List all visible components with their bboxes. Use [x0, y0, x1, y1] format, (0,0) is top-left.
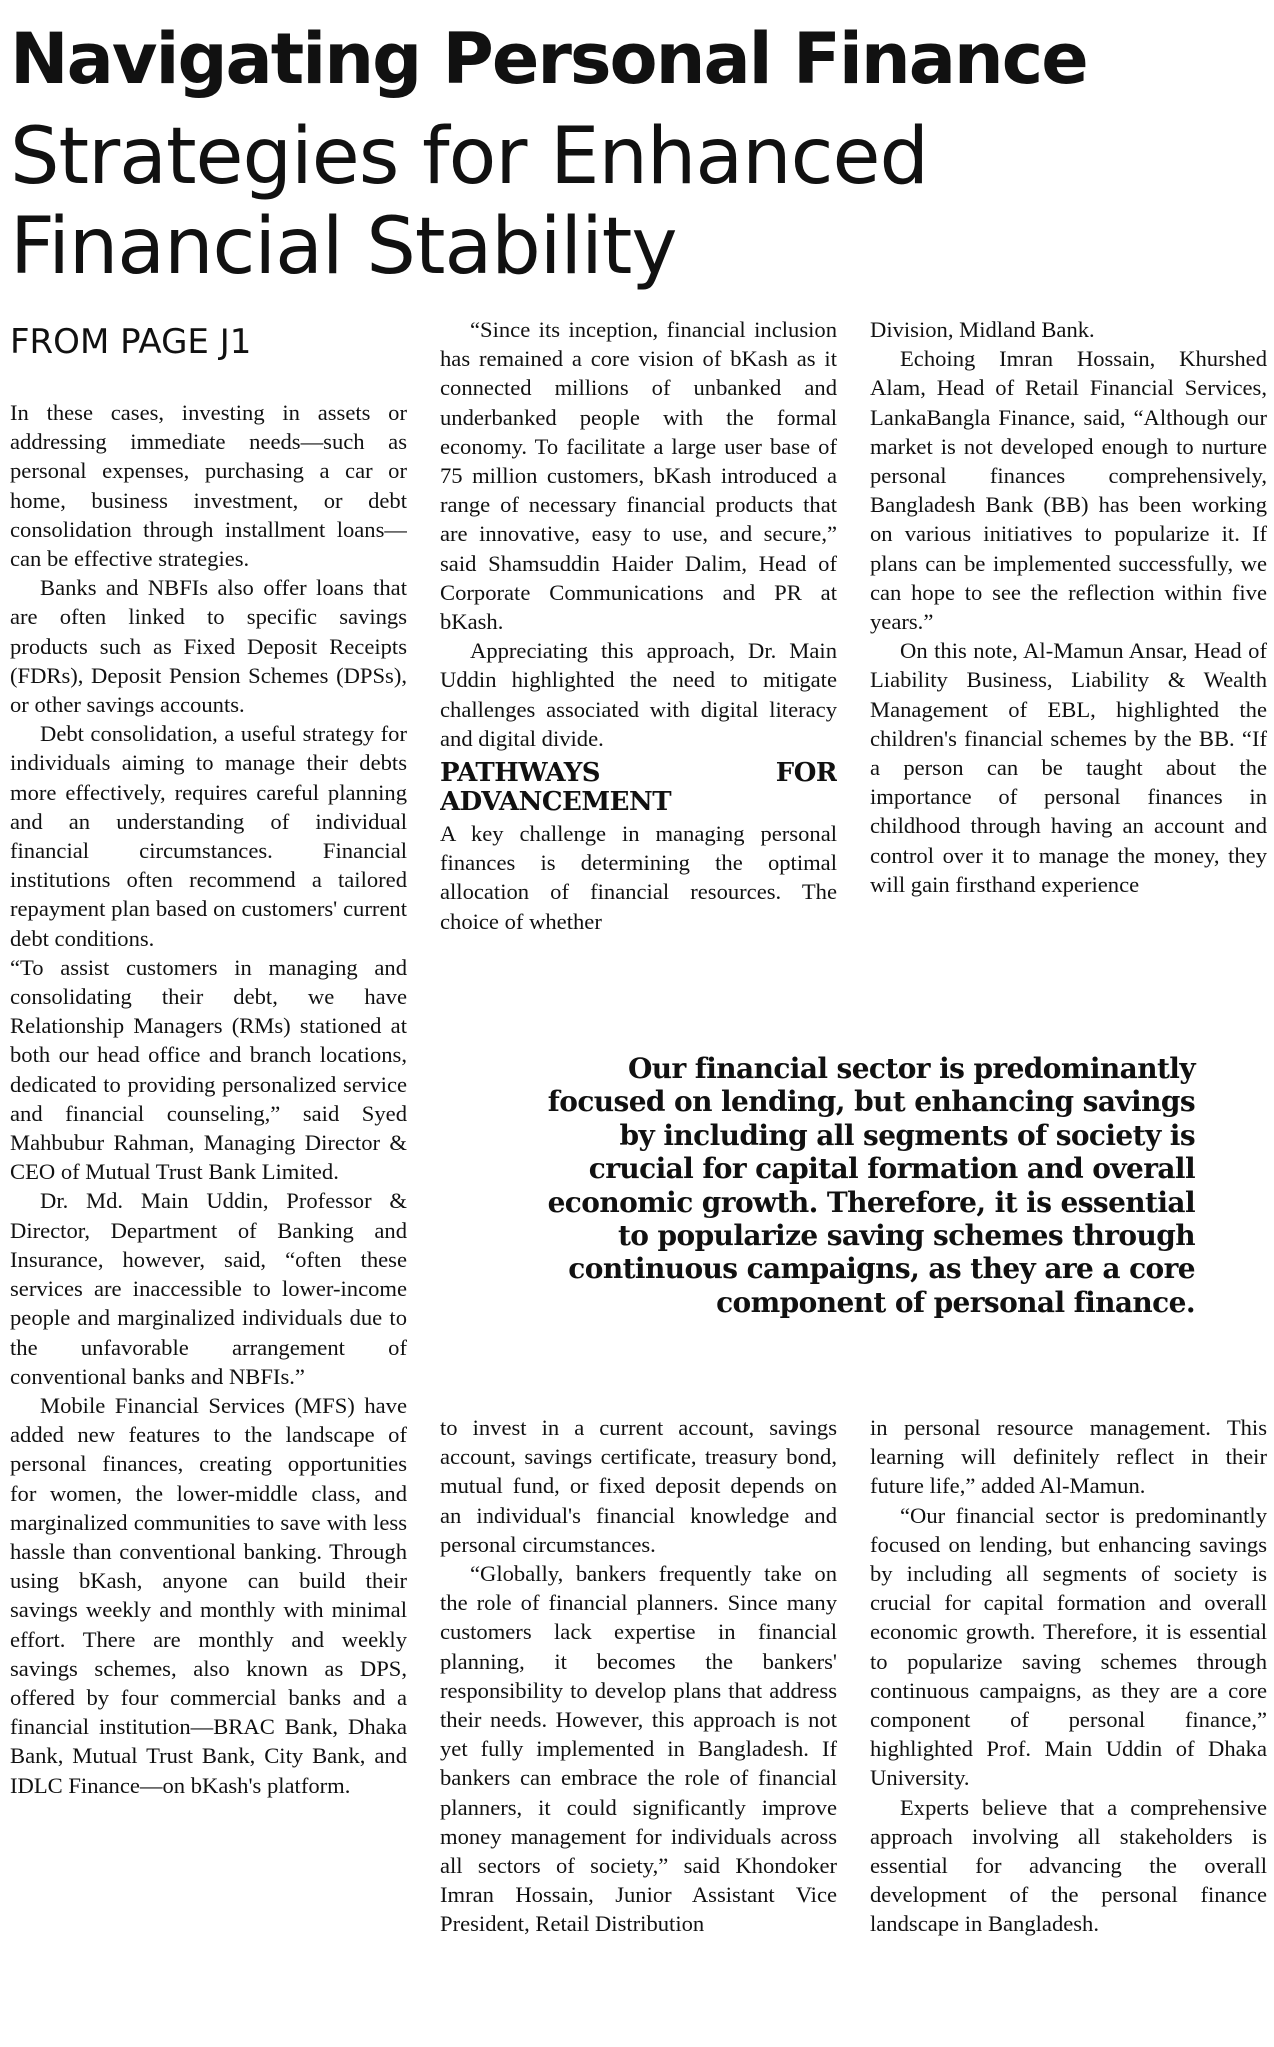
col1-paragraph: Dr. Md. Main Uddin, Professor & Director, Department of Banking and Insurance, however, said, “often these services are inaccessible to lower-income people and marginalized individuals due to the unfavorable arrangement of conventional banks and NBFIs.”	[10, 1188, 407, 1389]
pull-quote: Our financial sector is predominantly focused on lending, but enhancing savings by including all segments of society is crucial for capital formation and overall economic growth. Therefore, it is essential to popularize saving schemes through continuous campaigns, as they are a core component of personal finance.	[547, 1052, 1195, 1319]
column-2-top	[440, 315, 837, 987]
col2-paragraph: Appreciating this approach, Dr. Main Uddin highlighted the need to mitigate challenges associated with digital literacy and digital divide.	[440, 638, 837, 751]
jump-line: FROM PAGE J1	[10, 322, 252, 362]
col1-paragraph: Debt consolidation, a useful strategy for individuals aiming to manage their debts more effectively, requires careful planning and an understanding of individual financial circumstances. Financial institutions often recommend a tailored repayment plan based on customers' current debt conditions.	[10, 721, 407, 951]
col3-paragraph: Echoing Imran Hossain, Khurshed Alam, Head of Retail Financial Services, LankaBangla Finance, said, “Although our market is not developed enough to nurture personal finances comprehensively, Bangladesh Bank (BB) has been working on various initiatives to popularize it. If plans can be implemented successfully, we can hope to see the reflection within five years.”	[870, 346, 1267, 635]
col1-paragraph: Banks and NBFIs also offer loans that are often linked to specific savings products such as Fixed Deposit Receipts (FDRs), Deposit Pension Schemes (DPSs), or other savings accounts.	[10, 575, 407, 718]
col3-paragraph: “Our financial sector is predominantly focused on lending, but enhancing savings by including all segments of society is crucial for capital formation and overall economic growth. Therefore, it is essential to popularize saving schemes through continuous campaigns, as they are a core component of personal finance,” highlighted Prof. Main Uddin of Dhaka University.	[870, 1502, 1267, 1791]
col2-paragraph: “Since its inception, financial inclusion has remained a core vision of bKash as it connected millions of unbanked and underbanked people with the formal economy. To facilitate a large user base of 75 million customers, bKash introduced a range of necessary financial products that are innovative, easy to use, and secure,” said Shamsuddin Haider Dalim, Head of Corporate Communications and PR at bKash.	[440, 317, 837, 635]
col1-paragraph: “To assist customers in managing and consolidating their debt, we have Relationship Managers (RMs) stationed at both our head office and branch locations, dedicated to providing personalized service and financial counseling,” said Syed Mahbubur Rahman, Managing Director & CEO of Mutual Trust Bank Limited.	[10, 954, 407, 1185]
headline-title: Navigating Personal Finance	[10, 18, 1087, 100]
col3-paragraph: Division, Midland Bank.	[870, 317, 1095, 342]
column-1	[10, 398, 407, 2038]
column-3-top	[870, 315, 1267, 987]
col2-paragraph: A key challenge in managing personal finances is determining the optimal allocation of financial resources. The choice of whether	[440, 821, 837, 934]
col3-paragraph: Experts believe that a comprehensive approach involving all stakeholders is essential for advancing the overall development of the personal finance landscape in Bangladesh.	[870, 1794, 1267, 1937]
column-3-bottom	[870, 1413, 1267, 2038]
col3-paragraph: in personal resource management. This learning will definitely reflect in their future life,” added Al-Mamun.	[870, 1415, 1267, 1499]
col2-paragraph: “Globally, bankers frequently take on the role of financial planners. Since many customers lack expertise in financial planning, it becomes the bankers' responsibility to develop plans that address their needs. However, this approach is not yet fully implemented in Bangladesh. If bankers can embrace the role of financial planners, it could significantly improve money management for individuals across all sectors of society,” said Khondoker Imran Hossain, Junior Assistant Vice President, Retail Distribution	[440, 1561, 837, 1937]
section-subhead: PATHWAYS FOR ADVANCEMENT	[440, 758, 837, 818]
column-2-bottom	[440, 1413, 837, 2038]
headline-subtitle: Strategies for Enhanced Financial Stability	[10, 112, 928, 292]
col1-paragraph: In these cases, investing in assets or addressing immediate needs—such as personal expenses, purchasing a car or home, business investment, or debt consolidation through installment loans—can be effective strategies.	[10, 400, 407, 572]
col1-paragraph: Mobile Financial Services (MFS) have added new features to the landscape of personal finances, creating opportunities for women, the lower-middle class, and marginalized communities to save with less hassle than conventional banking. Through using bKash, anyone can build their savings weekly and monthly with minimal effort. There are monthly and weekly savings schemes, also known as DPS, offered by four commercial banks and a financial institution—BRAC Bank, Dhaka Bank, Mutual Trust Bank, City Bank, and IDLC Finance—on bKash's platform.	[10, 1392, 407, 1798]
col3-paragraph: On this note, Al-Mamun Ansar, Head of Liability Business, Liability & Wealth Management of EBL, highlighted the children's financial schemes by the BB. “If a person can be taught about the importance of personal finances in childhood through having an account and control over it to manage the money, they will gain firsthand experience	[870, 638, 1267, 897]
col2-paragraph: to invest in a current account, savings account, savings certificate, treasury bond, mutual fund, or fixed deposit depends on an individual's financial knowledge and personal circumstances.	[440, 1415, 837, 1557]
